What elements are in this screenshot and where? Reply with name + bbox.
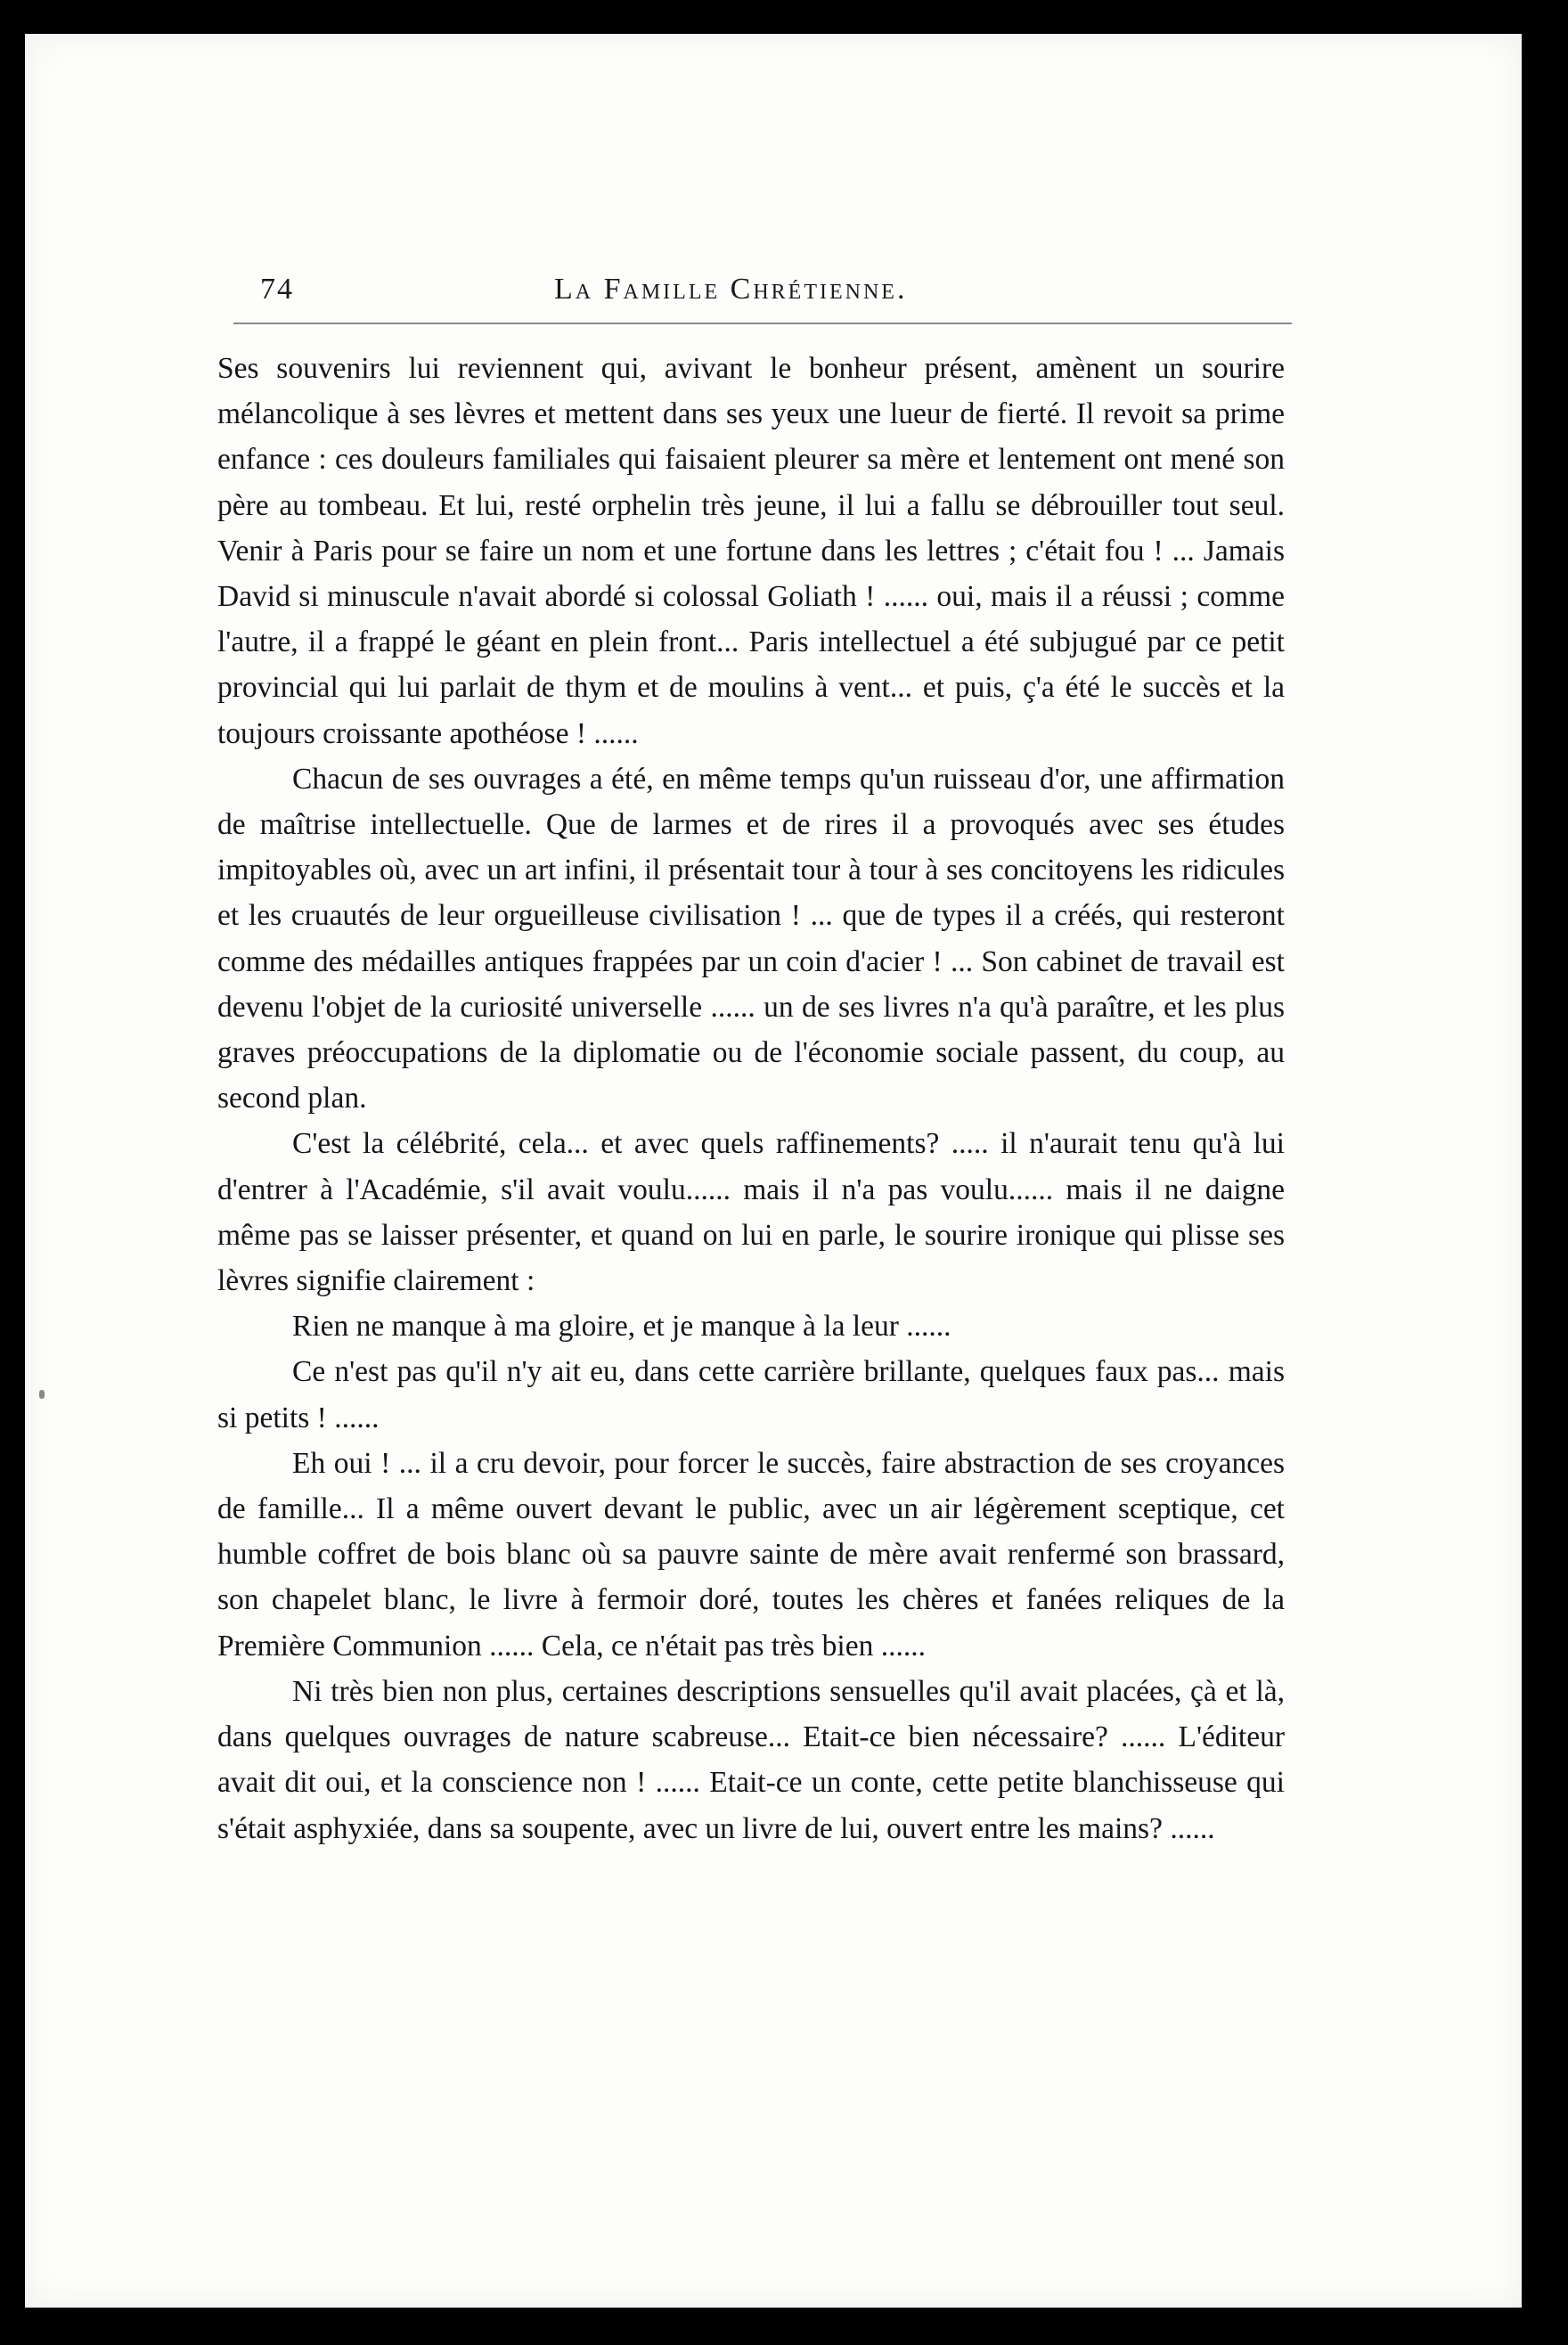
verse-quote: Rien ne manque à ma gloire, et je manque à la leur ...... [292, 1310, 951, 1344]
header-rule [233, 323, 1292, 324]
scan-border-left [0, 0, 25, 2345]
running-title: La Famille Chrétienne. [554, 273, 908, 306]
paragraph-5: Eh oui ! ... il a cru devoir, pour forcer le succès, faire abstraction de ses croyances de famille... Il a même ouvert devant le public, avec un air légèrement sceptique, cet humble coffret de bois blanc où sa pauvre sainte de mère avait renfermé son brassard, son chapelet blanc, le livre à fermoir doré, toutes les chères et fanées reliques de la Première Communion ...... Cela, ce n'était pas très bien ...... [217, 1446, 1285, 1663]
paragraph-6: Ni très bien non plus, certaines descriptions sensuelles qu'il avait placées, çà et là, dans quelques ouvrages de nature scabreuse... Etait-ce bien nécessaire? ...... L'éditeur avait dit oui, et la conscience non ! ...... Etait-ce un conte, cette petite blanchisseuse qui s'était asphyxiée, dans sa soupente, avec un livre de lui, ouvert entre les mains? ...... [217, 1674, 1285, 1845]
paragraph-1: Ses souvenirs lui reviennent qui, avivant le bonheur présent, amènent un sourire mélancolique à ses lèvres et mettent dans ses yeux une lueur de fierté. Il revoit sa prime enfance : ces douleurs familiales qui faisaient pleurer sa mère et lentement ont mené son père au tombeau. Et lui, resté orphelin très jeune, il lui a fallu se débrouiller tout seul. Venir à Paris pour se faire un nom et une fortune dans les lettres ; c'était fou ! ... Jamais David si minuscule n'avait abordé si colossal Goliath ! ...... oui, mais il a réussi ; comme l'autre, il a frappé le géant en plein front... Paris intellectuel a été subjugué par ce petit provincial qui lui parlait de thym et de moulins à vent... et puis, ç'a été le succès et la toujours croissante apothéose ! ...... [217, 352, 1285, 750]
scan-border-top [0, 0, 1568, 34]
page-header [233, 267, 1292, 321]
body-text [217, 346, 1285, 1851]
scan-border-bottom [0, 2308, 1568, 2345]
page-number: 74 [260, 273, 294, 306]
paragraph-4: Ce n'est pas qu'il n'y ait eu, dans cette carrière brillante, quelques faux pas... mais si petits ! ...... [217, 1355, 1285, 1434]
scan-smudge [39, 1390, 45, 1399]
paragraph-2: Chacun de ses ouvrages a été, en même temps qu'un ruisseau d'or, une affirmation de maîtrise intellectuelle. Que de larmes et de rires il a provoqués avec ses études impitoyables où, avec un art infini, il présentait tour à tour à ses concitoyens les ridicules et les cruautés de leur orgueilleuse civilisation ! ... que de types il a créés, qui resteront comme des médailles antiques frappées par un coin d'acier ! ... Son cabinet de travail est devenu l'objet de la curiosité universelle ...... un de ses livres n'a qu'à paraître, et les plus graves préoccupations de la diplomatie ou de l'économie sociale passent, du coup, au second plan. [217, 762, 1285, 1115]
scan-border-right [1522, 0, 1568, 2345]
paragraph-3: C'est la célébrité, cela... et avec quels raffinements? ..... il n'aurait tenu qu'à lui d'entrer à l'Académie, s'il avait voulu...... mais il n'a pas voulu...... mais il ne daigne même pas se laisser présenter, et quand on lui en parle, le sourire ironique qui plisse ses lèvres signifie clairement : [217, 1127, 1285, 1298]
